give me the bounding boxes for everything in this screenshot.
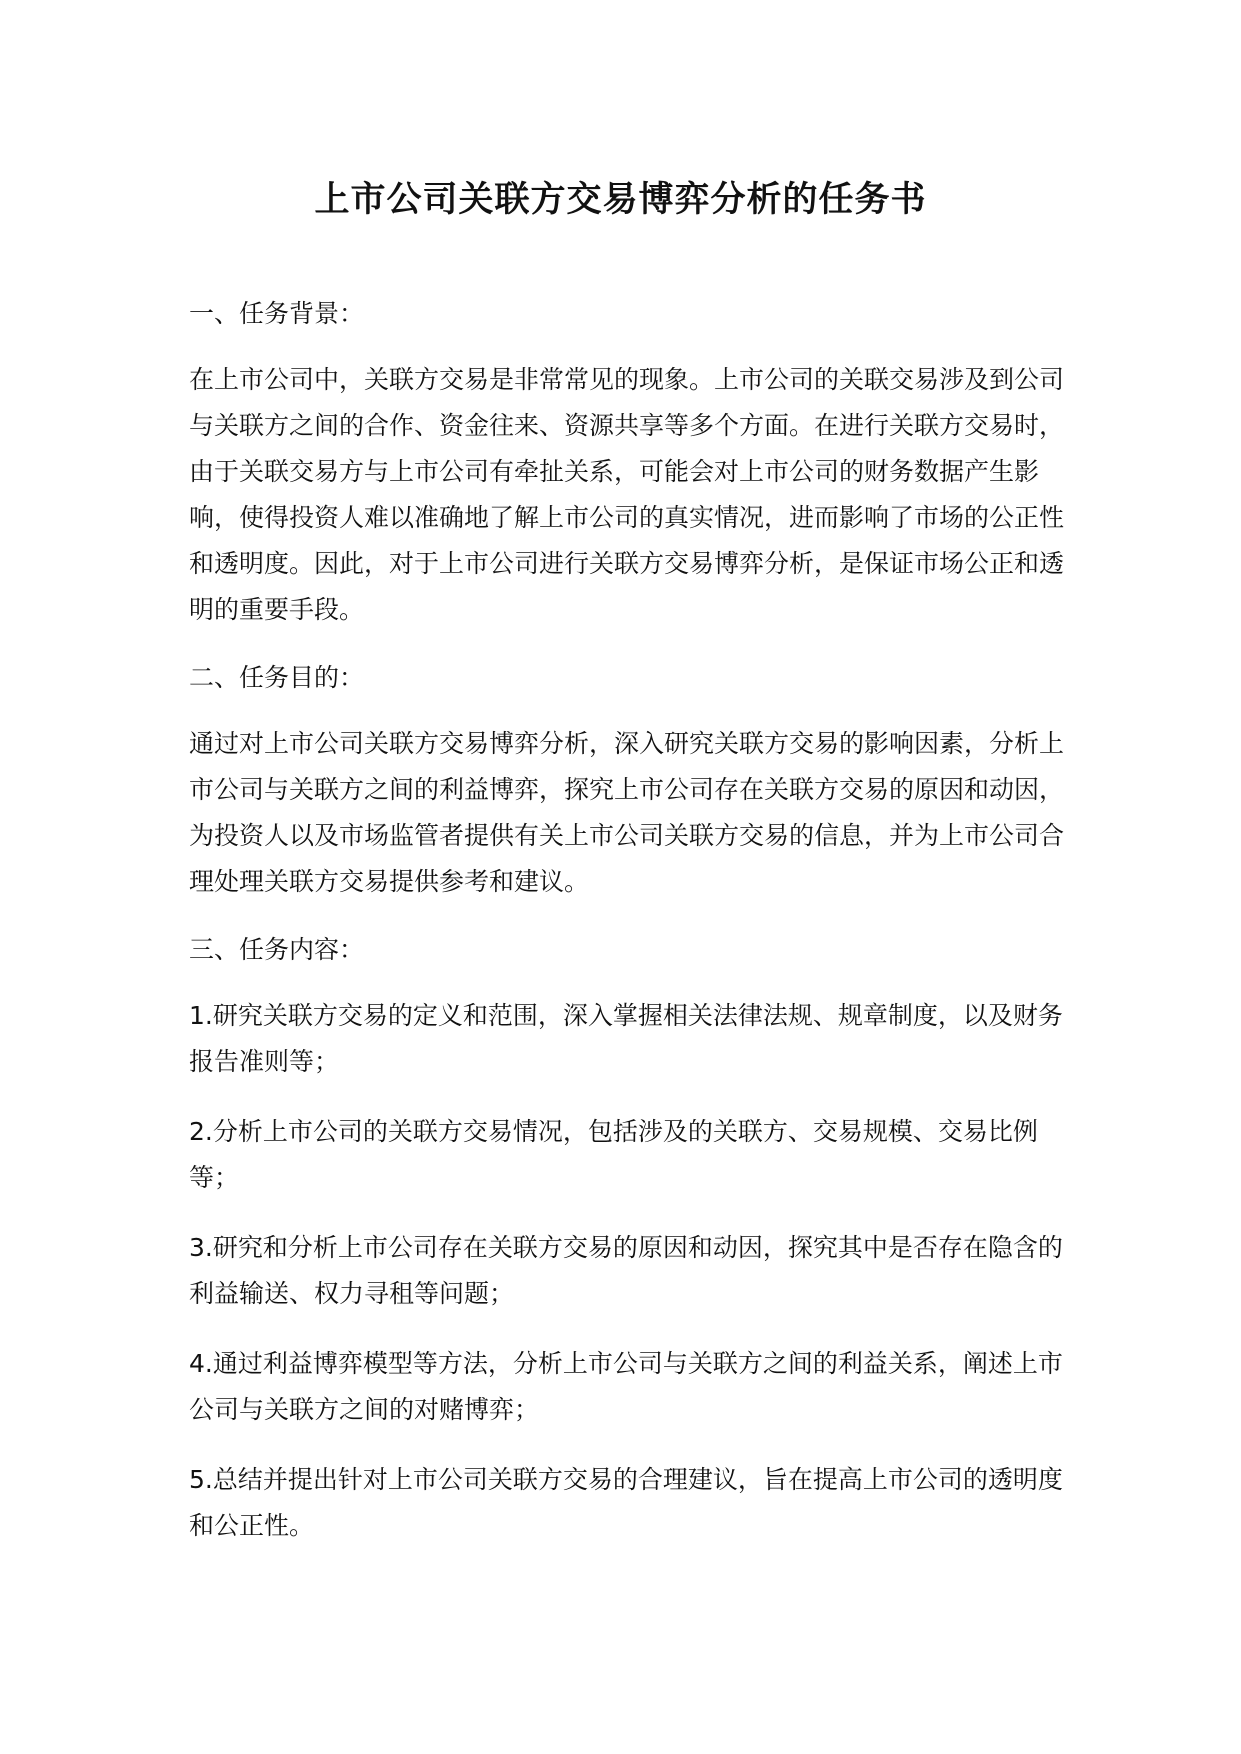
- section-heading: 二、任务目的：: [189, 663, 365, 692]
- list-item: 1.研究关联方交易的定义和范围，深入掌握相关法律法规、规章制度，以及财务报告准则等；: [189, 1001, 1063, 1076]
- list-item: 5.总结并提出针对上市公司关联方交易的合理建议，旨在提高上市公司的透明度和公正性。: [189, 1465, 1063, 1540]
- document-body: [189, 291, 1069, 1573]
- list-item: 4.通过利益博弈模型等方法，分析上市公司与关联方之间的利益关系，阐述上市公司与关联方之间的对赌博弈；: [189, 1349, 1063, 1424]
- section-heading: 三、任务内容：: [189, 935, 365, 964]
- section-purpose: [189, 655, 1069, 905]
- list-item: 2.分析上市公司的关联方交易情况，包括涉及的关联方、交易规模、交易比例等；: [189, 1117, 1038, 1192]
- section-paragraph: 在上市公司中，关联方交易是非常常见的现象。上市公司的关联交易涉及到公司与关联方之间的合作、资金往来、资源共享等多个方面。在进行关联方交易时，由于关联交易方与上市公司有牵扯关系，可能会对上市公司的财务数据产生影响，使得投资人难以准确地了解上市公司的真实情况，进而影响了市场的公正性和透明度。因此，对于上市公司进行关联方交易博弈分析，是保证市场公正和透明的重要手段。: [189, 365, 1065, 624]
- section-paragraph: 通过对上市公司关联方交易博弈分析，深入研究关联方交易的影响因素，分析上市公司与关联方之间的利益博弈，探究上市公司存在关联方交易的原因和动因，为投资人以及市场监管者提供有关上市公司关联方交易的信息，并为上市公司合理处理关联方交易提供参考和建议。: [189, 729, 1065, 896]
- section-heading: 一、任务背景：: [189, 299, 365, 328]
- document-title: 上市公司关联方交易博弈分析的任务书: [314, 180, 927, 220]
- list-item: 3.研究和分析上市公司存在关联方交易的原因和动因，探究其中是否存在隐含的利益输送、权力寻租等问题；: [189, 1233, 1063, 1308]
- section-background: [189, 291, 1069, 633]
- section-content: [189, 927, 1069, 1549]
